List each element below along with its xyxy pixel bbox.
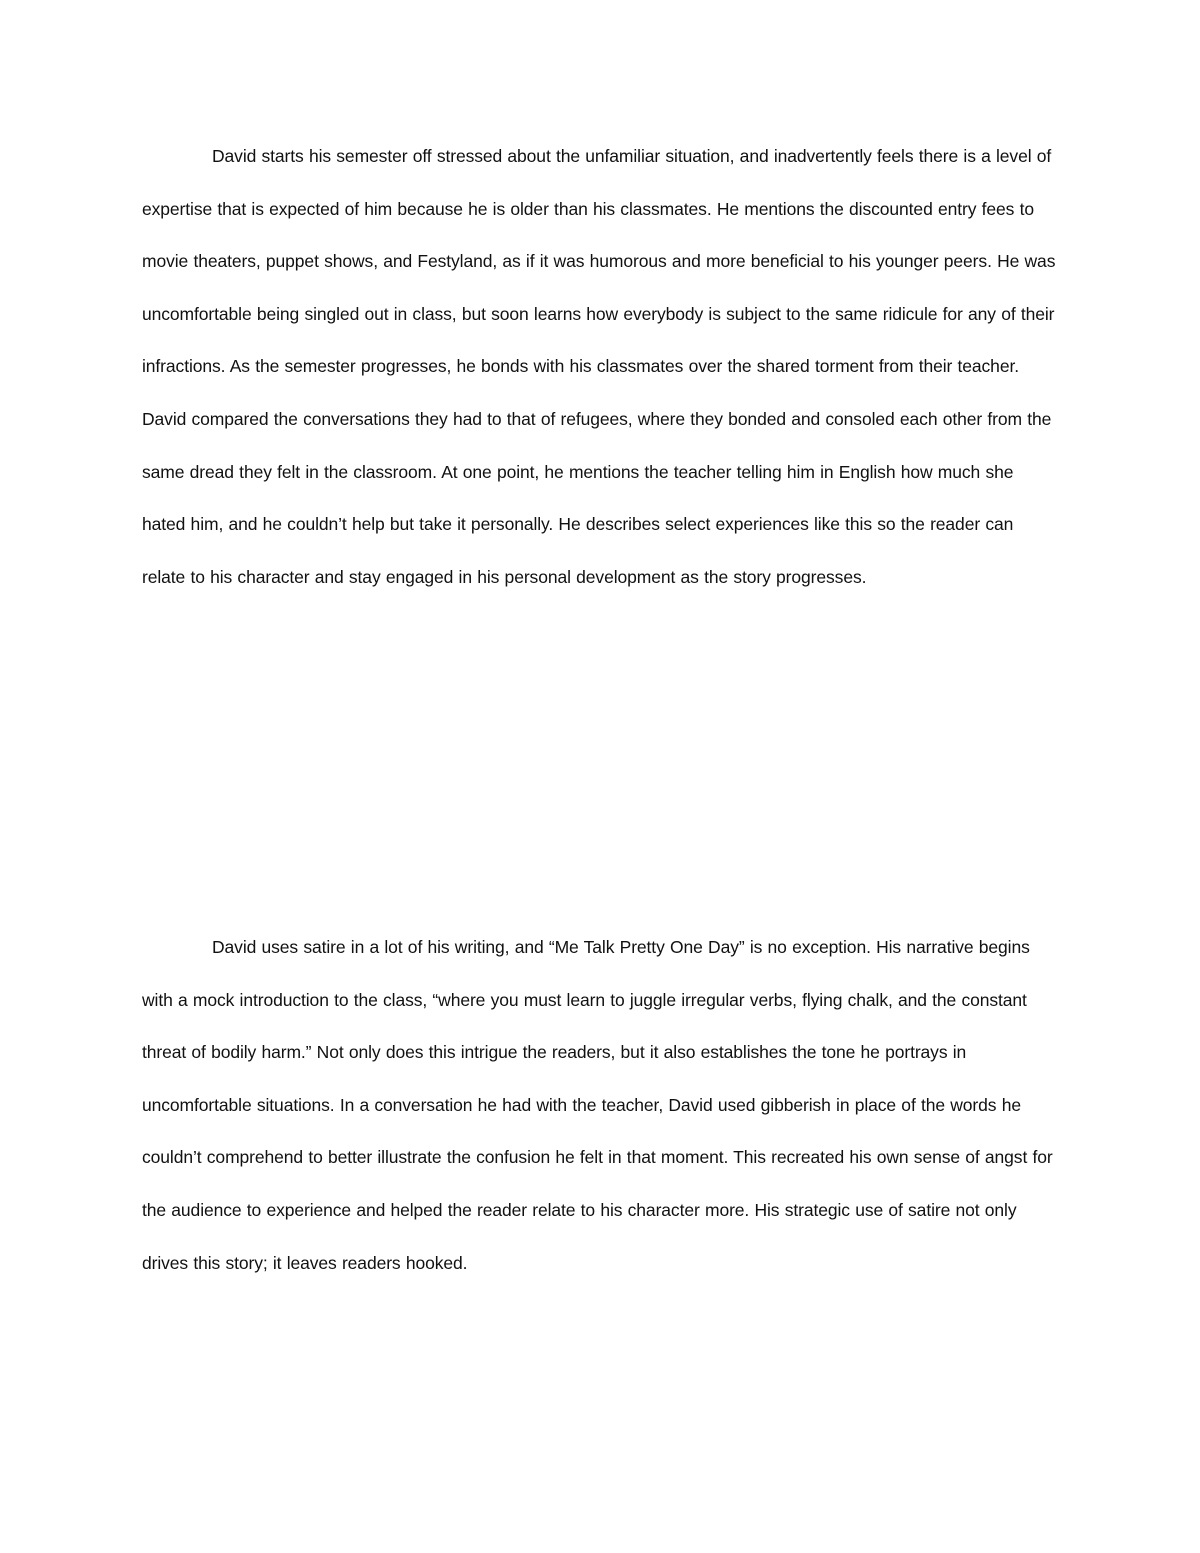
paragraph-satire-analysis: David uses satire in a lot of his writing, and “Me Talk Pretty One Day” is no exception. His narrative begins with a mock introduction to the class, “where you must learn to juggle irregular verbs, flying chalk, and the constant threat of bodily harm.” Not only does this intrigue the readers, but it also establishes the tone he portrays in uncomfortable situations. In a conversation he had with the teacher, David used gibberish in place of the words he couldn’t comprehend to better illustrate the confusion he felt in that moment. This recreated his own sense of angst for the audience to experience and helped the reader relate to his character more. His strategic use of satire not only drives this story; it leaves readers hooked. — [142, 937, 1053, 1273]
paragraph-semester-experience: David starts his semester off stressed about the unfamiliar situation, and inadvertently feels there is a level of expertise that is expected of him because he is older than his classmates. He mentions the discounted entry fees to movie theaters, puppet shows, and Festyland, as if it was humorous and more beneficial to his younger peers. He was uncomfortable being singled out in class, but soon learns how everybody is subject to the same ridicule for any of their infractions. As the semester progresses, he bonds with his classmates over the shared torment from their teacher. David compared the conversations they had to that of refugees, where they bonded and consoled each other from the same dread they felt in the classroom. At one point, he mentions the teacher telling him in English how much she hated him, and he couldn’t help but take it personally. He describes select experiences like this so the reader can relate to his character and stay engaged in his personal development as the story progresses. — [142, 146, 1056, 587]
